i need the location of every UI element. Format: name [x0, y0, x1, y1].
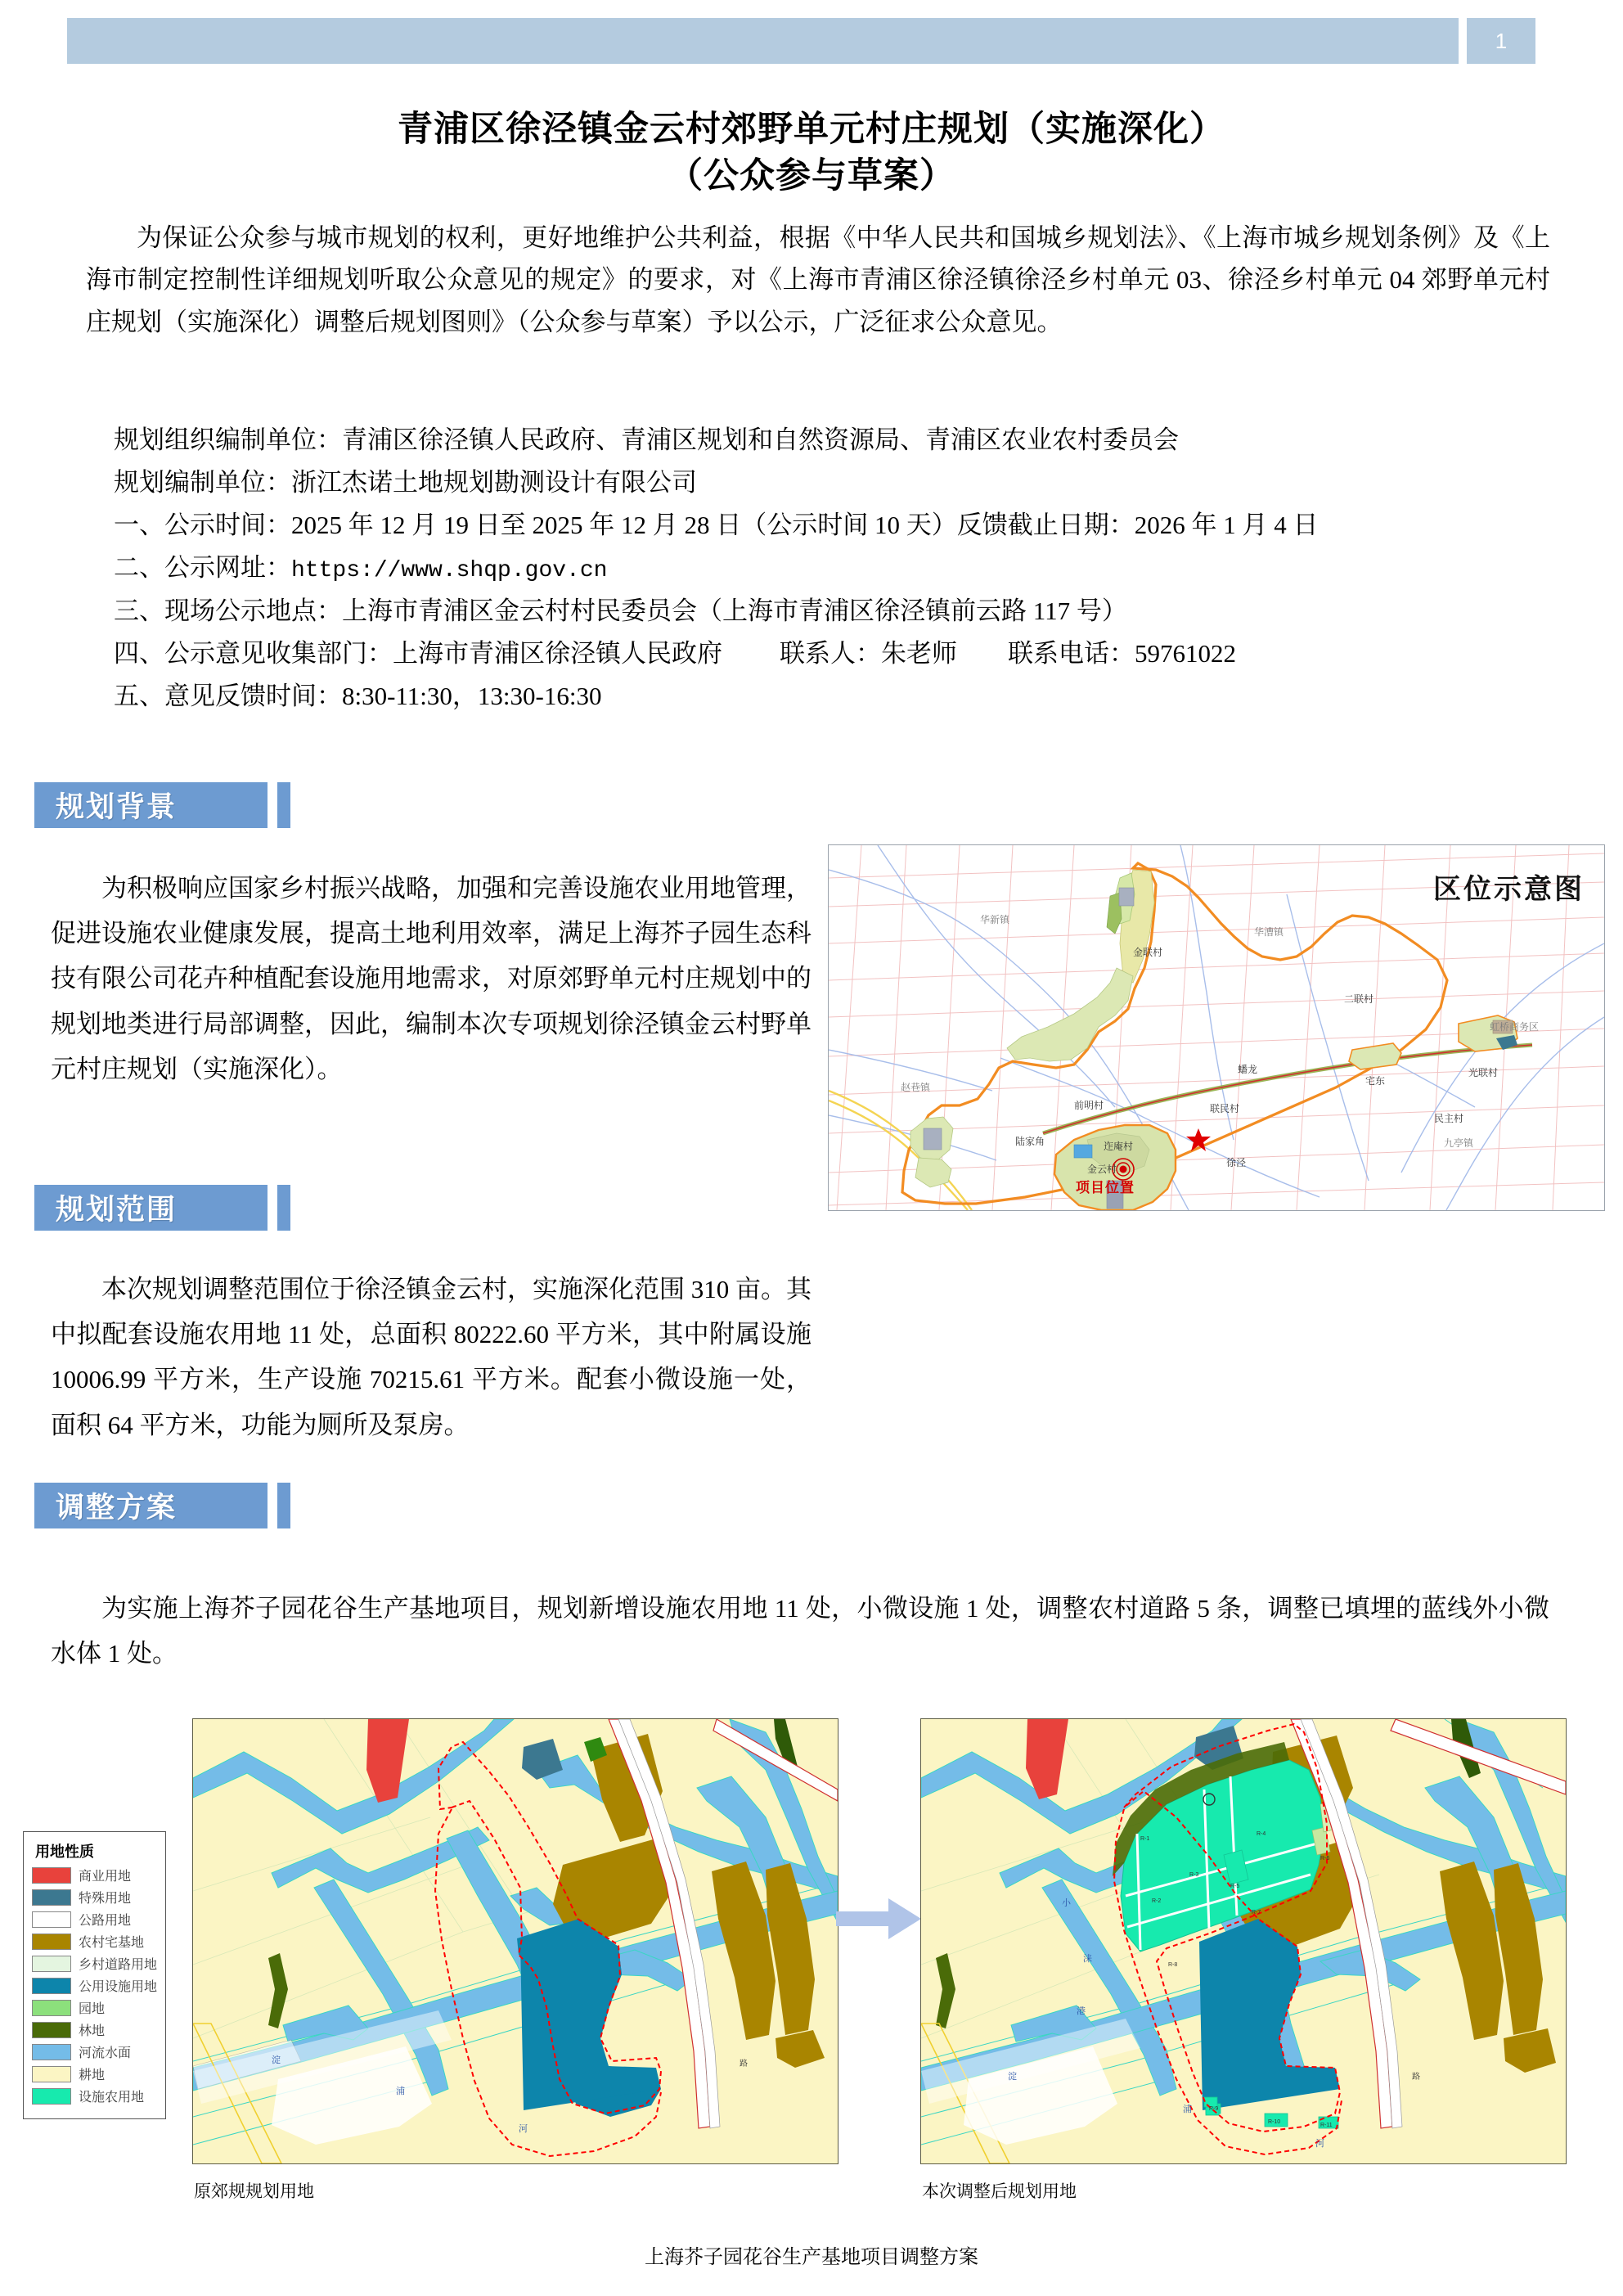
arrow-right-icon: [836, 1897, 921, 1941]
section-heading-background-bg: [34, 782, 268, 828]
map-label-huacao: 华漕镇: [1254, 926, 1284, 938]
legend-item: [32, 1954, 159, 1973]
feedback-hours: 五、意见反馈时间：8:30-11:30，13:30-16:30: [114, 682, 602, 711]
legend-label: 河流水面: [79, 2046, 132, 2060]
legend-label: 农村宅基地: [79, 1936, 145, 1950]
map-label-jinlian: 金联村: [1133, 947, 1163, 958]
landuse-legend: [23, 1831, 166, 2119]
map-label-jiuting: 九亭镇: [1444, 1137, 1474, 1149]
svg-text:R-10: R-10: [1268, 2119, 1281, 2125]
publicity-period: 一、公示时间：2025 年 12 月 19 日至 2025 年 12 月 28 日（公示时间 10 天）反馈截止日期：2026 年 1 月 4 日: [114, 511, 1319, 540]
svg-text:R-7: R-7: [1252, 1910, 1261, 1916]
river-char-2: 浦: [396, 2087, 405, 2096]
section-heading-scope: [34, 1185, 290, 1231]
legend-label: 公用设施用地: [79, 1980, 158, 1994]
legend-swatch: [32, 1978, 71, 1994]
svg-text:港: 港: [1077, 2006, 1086, 2016]
page-title: [0, 106, 1623, 200]
legend-swatch: [32, 1911, 71, 1928]
legend-label: 乡村道路用地: [79, 1958, 158, 1972]
legend-swatch: [32, 2022, 71, 2038]
legend-item: [32, 1910, 159, 1929]
map-label-zhaidong: 宅东: [1365, 1075, 1386, 1087]
legend-swatch: [32, 2066, 71, 2082]
map-label-minzhu: 民主村: [1434, 1113, 1464, 1124]
map-label-project-location: 项目位置: [1076, 1180, 1135, 1195]
legend-label: 设施农用地: [79, 2091, 145, 2105]
river-char-1: 淀: [272, 2055, 281, 2065]
svg-text:涞: 涞: [1083, 1954, 1092, 1964]
page-header-bar: [67, 18, 1535, 64]
title-line-1: 青浦区徐泾镇金云村郊野单元村庄规划（实施深化）: [398, 110, 1225, 149]
svg-text:R-2: R-2: [1152, 1898, 1162, 1904]
legend-rows: [32, 1866, 159, 2105]
section-body-scope: 本次规划调整范围位于徐泾镇金云村，实施深化范围 310 亩。其中拟配套设施农用地 11 处，总面积 80222.60 平方米，其中附属设施 10006.99 平方米，生产设施 70215.61 平方米。配套小微设施一处，面积 64 平方米，功能为厕所及泵房。: [51, 1275, 812, 1439]
road-char-1: 路: [740, 2060, 748, 2069]
svg-text:R-11: R-11: [1320, 2123, 1333, 2128]
section-heading-tab: [277, 782, 290, 828]
compiling-unit: 规划编制单位：浙江杰诺土地规划勘测设计有限公司: [114, 468, 697, 497]
transition-arrow: [836, 1897, 921, 1941]
map-label-erlian: 二联村: [1344, 993, 1374, 1005]
legend-label: 耕地: [79, 2069, 106, 2082]
publicity-website-label: 二、公示网址：: [114, 553, 291, 583]
header-bar-main: [67, 18, 1459, 64]
legend-label: 园地: [79, 2002, 106, 2016]
legend-label: 林地: [79, 2024, 106, 2038]
legend-label: 特殊用地: [79, 1892, 132, 1906]
legend-swatch: [32, 1867, 71, 1884]
map-label-zhaoxiang2: 赵巷镇: [901, 1082, 931, 1093]
map-label-huaxin: 华新镇: [980, 914, 1010, 925]
legend-item: [32, 2042, 159, 2061]
section-heading-adjustment-label: 调整方案: [56, 1492, 178, 1524]
svg-text:R-3: R-3: [1189, 1872, 1199, 1878]
svg-text:河: 河: [1315, 2139, 1324, 2149]
map-label-zean: 迮庵村: [1104, 1141, 1134, 1152]
original-plan-graphic: [193, 1719, 838, 2163]
original-plan-caption: 原郊规规划用地: [194, 2182, 314, 2201]
map-label-panlong: 蟠龙: [1238, 1064, 1258, 1075]
intro-section: [86, 217, 1550, 343]
legend-item: [32, 2064, 159, 2083]
legend-item: [32, 2020, 159, 2039]
svg-text:路: 路: [1412, 2073, 1420, 2082]
legend-item: [32, 2087, 159, 2105]
notice-info-list: [86, 419, 1558, 718]
svg-text:R-1: R-1: [1140, 1836, 1150, 1842]
figure-caption: 上海芥子园花谷生产基地项目调整方案: [645, 2246, 978, 2268]
map-label-lianmin: 联民村: [1210, 1103, 1240, 1114]
section-heading-background: [34, 782, 290, 828]
legend-item: [32, 1866, 159, 1884]
publicity-website-row: [86, 547, 1558, 590]
svg-text:淀: 淀: [1008, 2072, 1017, 2082]
publicity-website-url[interactable]: https://www.shqp.gov.cn: [291, 558, 608, 584]
adjusted-plan-caption: 本次调整后规划用地: [922, 2182, 1077, 2201]
contact-phone: 联系电话：59761022: [1008, 639, 1236, 669]
svg-text:R-9: R-9: [1209, 2106, 1219, 2112]
map-label-lujiajiao: 陆家角: [1015, 1136, 1045, 1147]
section-heading-tab-2: [277, 1185, 290, 1231]
adjusted-plan-graphic: [921, 1719, 1566, 2163]
adjusted-plan-map: [920, 1718, 1567, 2164]
legend-swatch: [32, 1934, 71, 1950]
svg-text:浦: 浦: [1183, 2105, 1192, 2114]
legend-label: 公路用地: [79, 1914, 132, 1928]
legend-label: 商业用地: [79, 1870, 132, 1884]
contact-person: 联系人：朱老师: [780, 639, 957, 669]
section-heading-adjustment: [34, 1483, 290, 1528]
map-label-guanglian: 光联村: [1468, 1067, 1499, 1078]
onsite-location: 三、现场公示地点：上海市青浦区金云村村民委员会（上海市青浦区徐泾镇前云路 117 号）: [114, 597, 1127, 626]
section-body-background: 为积极响应国家乡村振兴战略，加强和完善设施农业用地管理，促进设施农业健康发展，提高土地利用效率，满足上海芥子园生态科技有限公司花卉种植配套设施用地需求，对原郊野单元村庄规划中的规划地类进行局部调整，因此，编制本次专项规划徐泾镇金云村野单元村庄规划（实施深化）。: [51, 874, 812, 1083]
svg-text:R-6: R-6: [1320, 1856, 1330, 1862]
legend-swatch: [32, 1956, 71, 1972]
section-heading-gap-3: [268, 1483, 277, 1528]
title-line-2: （公众参与草案）: [668, 155, 955, 196]
organizing-unit: 规划组织编制单位：青浦区徐泾镇人民政府、青浦区规划和自然资源局、青浦区农业农村委员会: [114, 425, 1179, 454]
feedback-department: 四、公示意见收集部门：上海市青浦区徐泾镇人民政府: [114, 639, 722, 669]
river-char-3: 河: [519, 2124, 528, 2134]
legend-item: [32, 1998, 159, 2017]
section-heading-scope-label: 规划范围: [56, 1194, 178, 1226]
header-bar-gap: [1459, 18, 1467, 64]
location-map-title: 区位示意图: [1433, 874, 1585, 905]
page-number: 1: [1467, 18, 1535, 64]
section-heading-gap-2: [268, 1185, 277, 1231]
map-label-jinyun: 金云村: [1087, 1164, 1117, 1175]
legend-item: [32, 1932, 159, 1951]
intro-paragraph: 为保证公众参与城市规划的权利，更好地维护公共利益，根据《中华人民共和国城乡规划法》、《上海市城乡规划条例》及《上海市制定控制性详细规划听取公众意见的规定》的要求，对《上海市青浦区徐泾镇徐泾乡村单元 03、徐泾乡村单元 04 郊野单元村庄规划（实施深化）调整后规划图则》（公众参与草案）予以公示，广泛征求公众意见。: [86, 223, 1550, 336]
legend-item: [32, 1888, 159, 1907]
feedback-department-row: [86, 633, 1558, 675]
section-heading-tab-3: [277, 1483, 290, 1528]
legend-title: 用地性质: [35, 1844, 94, 1860]
svg-text:R-4: R-4: [1257, 1831, 1266, 1837]
legend-swatch: [32, 1889, 71, 1906]
section-body-adjustment: 为实施上海芥子园花谷生产基地项目，规划新增设施农用地 11 处，小微设施 1 处，调整农村道路 5 条，调整已填埋的蓝线外小微水体 1 处。: [51, 1594, 1549, 1668]
legend-swatch: [32, 2088, 71, 2105]
svg-text:小: 小: [1062, 1898, 1071, 1908]
map-label-qianming: 前明村: [1074, 1100, 1104, 1111]
map-label-hongqiao: 虹桥商务区: [1490, 1021, 1540, 1033]
section-heading-background-label: 规划背景: [56, 791, 178, 823]
section-heading-adjustment-bg: [34, 1483, 268, 1528]
section-heading-gap: [268, 782, 277, 828]
legend-swatch: [32, 2044, 71, 2060]
original-plan-map: [192, 1718, 838, 2164]
legend-swatch: [32, 2000, 71, 2016]
map-label-xujing: 徐泾: [1226, 1157, 1247, 1168]
svg-text:R-5: R-5: [1230, 1884, 1240, 1889]
section-heading-scope-bg: [34, 1185, 268, 1231]
location-map: [828, 844, 1605, 1211]
legend-item: [32, 1976, 159, 1995]
svg-text:R-8: R-8: [1168, 1962, 1178, 1968]
